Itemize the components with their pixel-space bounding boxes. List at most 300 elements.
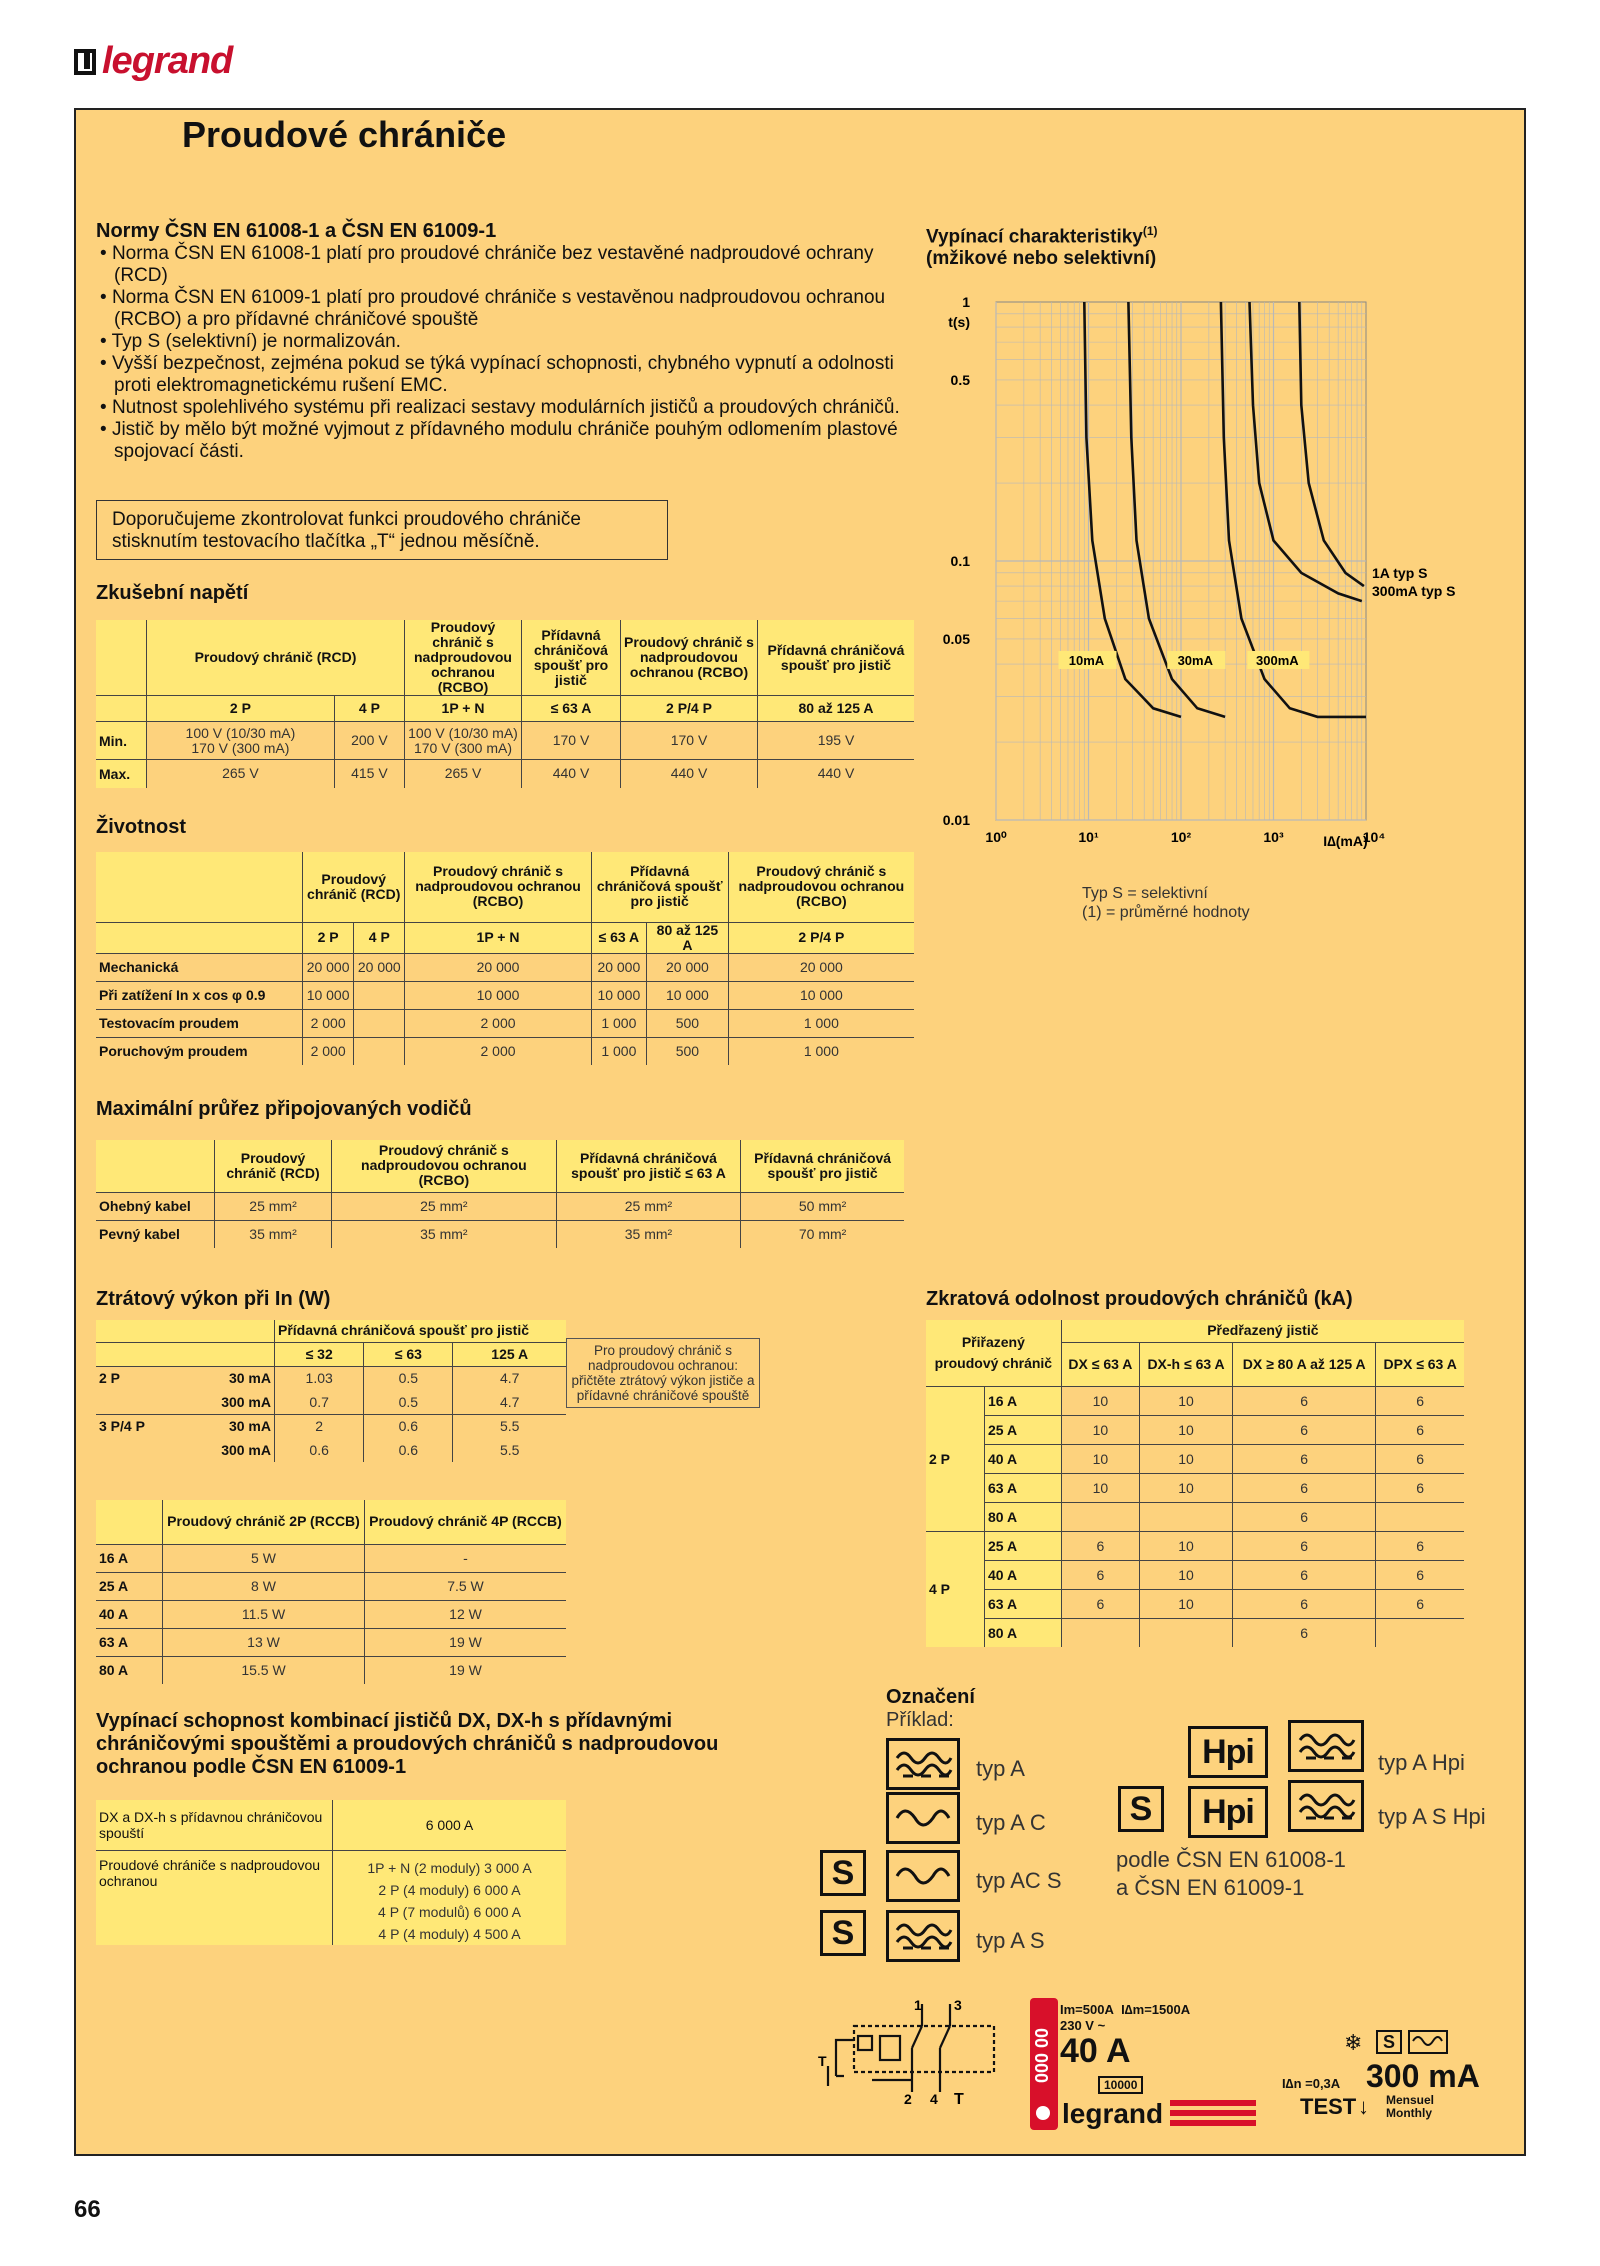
brand-name: legrand: [102, 40, 233, 82]
table-cell: 2 000: [303, 1009, 354, 1037]
tv-sub-empty: [96, 696, 147, 722]
table-cell: 0.6: [364, 1438, 453, 1462]
table-cell: 25 mm²: [556, 1192, 741, 1220]
wiring-diagram: [814, 1996, 984, 2113]
svg-text:1: 1: [914, 1997, 922, 2013]
table-cell: 1 000: [728, 1009, 914, 1037]
type-a-hpi-label: typ A Hpi: [1378, 1750, 1465, 1775]
table-cell: 440 V: [522, 760, 621, 788]
table-cell: 0.5: [364, 1390, 453, 1414]
type-ac-icon: [886, 1792, 960, 1844]
pole-label: 2 P: [96, 1366, 162, 1390]
table-cell: 11.5 W: [163, 1600, 365, 1628]
x-tick-label: 10¹: [1078, 829, 1099, 845]
table-row: [96, 1366, 566, 1390]
y-tick-label: 0.1: [950, 553, 970, 569]
sensitivity-label: 30 mA: [162, 1414, 275, 1438]
table-cell: [1376, 1502, 1464, 1531]
table-cell: 6: [1061, 1560, 1139, 1589]
type-a-s-label: typ A S: [976, 1928, 1045, 1953]
lt-col-rcbo2: Proudový chránič s nadproudovou ochranou (RCBO): [728, 852, 914, 922]
table-cell: 15.5 W: [163, 1656, 365, 1684]
row-label: Při zatížení In x cos φ 0.9: [96, 981, 303, 1009]
device-monthly: Mensuel Monthly: [1386, 2093, 1435, 2120]
table-cell: 20 000: [647, 953, 729, 981]
pl-sub-header: 125 A: [453, 1342, 566, 1366]
norms-bullet: • Jistič by mělo být možné vyjmout z přídavného modulu chrániče pouhým odlomením plastové spojovací části.: [96, 419, 906, 463]
row-label: Max.: [96, 760, 147, 788]
device-im: Im=500A I∆m=1500A: [1060, 2002, 1191, 2017]
table-cell: 100 V (10/30 mA) 170 V (300 mA): [147, 722, 335, 760]
lifetime-heading: Životnost: [96, 816, 186, 838]
hpi-icon: Hpi: [1188, 1786, 1268, 1838]
bc-value: 4 P (4 moduly) 4 500 A: [378, 1925, 521, 1942]
table-cell: 6: [1233, 1618, 1376, 1647]
row-label: 40 A: [985, 1444, 1062, 1473]
table-row: [926, 1415, 1464, 1444]
svg-text:T: T: [818, 2053, 827, 2069]
test-voltage-heading: Zkušební napětí: [96, 582, 249, 604]
table-cell: [1061, 1502, 1139, 1531]
table-row: [926, 1618, 1464, 1647]
chart-title: Vypínací charakteristiky$^{(1)}$ (mžikové nebo selektivní): [926, 224, 1158, 270]
device-test: TEST: [1300, 2094, 1357, 2119]
power-loss-note: Pro proudový chránič s nadproudovou ochranou: přičtěte ztrátový výkon jističe a přídavné chráničové spouště: [566, 1338, 760, 1408]
table-cell: [354, 981, 405, 1009]
row-label: 63 A: [985, 1589, 1062, 1618]
y-tick-label: 0.5: [950, 371, 970, 388]
trip-chart: [926, 280, 1456, 920]
y-axis-label: t(s): [948, 314, 970, 330]
tv-sub-header: 1P + N: [405, 696, 522, 722]
marking-example: Příklad:: [886, 1709, 954, 1731]
table-cell: 25 mm²: [215, 1192, 332, 1220]
device-code: 10000: [1098, 2076, 1143, 2094]
x-axis-label: I∆(mA): [1323, 833, 1368, 849]
tv-col-rcd: Proudový chránič (RCD): [147, 620, 405, 696]
table-row: [96, 722, 914, 760]
table-cell: 6: [1376, 1589, 1464, 1618]
down-arrow-icon: ↓: [1358, 2094, 1369, 2119]
pole-label: [96, 1390, 162, 1414]
norms-bullet: • Norma ČSN EN 61009-1 platí pro proudové chrániče s vestavěnou nadproudovou ochranou (RCBO) a pro přídavné chráničové spouště: [96, 287, 906, 331]
row-label: Pevný kabel: [96, 1220, 215, 1248]
y-tick-label: 0.05: [942, 630, 970, 647]
table-cell: 2 000: [405, 1037, 591, 1065]
selective-s-icon: S: [1376, 2030, 1402, 2054]
lt-sub-header: 2 P/4 P: [728, 922, 914, 953]
selective-s-icon: S: [1118, 1786, 1164, 1832]
cross-section-heading: Maximální průřez připojovaných vodičů: [96, 1098, 472, 1120]
table-cell: 20 000: [354, 953, 405, 981]
table-cell: 10: [1140, 1560, 1233, 1589]
table-row: [96, 1656, 566, 1684]
table-cell: 10 000: [591, 981, 646, 1009]
type-a-icon: [886, 1738, 960, 1790]
table-cell: 10 000: [728, 981, 914, 1009]
table-row: [96, 1037, 914, 1065]
snowflake-icon: ❄: [1344, 2030, 1363, 2055]
x-tick-label: 10²: [1170, 829, 1192, 845]
table-cell: 2 000: [405, 1009, 591, 1037]
row-label: 25 A: [985, 1415, 1062, 1444]
type-a-label: typ A: [976, 1756, 1025, 1781]
sc-group: Předřazený jistič: [1061, 1320, 1464, 1342]
pl-sub-header: ≤ 32: [275, 1342, 364, 1366]
table-cell: -: [365, 1544, 567, 1572]
sensitivity-label: 300 mA: [221, 1393, 271, 1410]
tv-col-add2: Přídavná chráničová spoušť pro jistič: [758, 620, 915, 696]
table-row: [96, 1438, 566, 1462]
selective-s-icon: S: [820, 1910, 866, 1956]
table-cell: 70 mm²: [741, 1220, 904, 1248]
svg-text:T: T: [954, 2091, 964, 2108]
table-cell: 195 V: [758, 722, 915, 760]
table-cell: 415 V: [334, 760, 404, 788]
bc-row1-label: DX a DX-h s přídavnou chráničovou spouští: [99, 1808, 323, 1841]
table-cell: 500: [647, 1009, 729, 1037]
table-row: [926, 1386, 1464, 1415]
table-cell: 50 mm²: [741, 1192, 904, 1220]
lt-col-add: Přídavná chráničová spoušť pro jistič: [591, 852, 728, 922]
svg-text:4: 4: [930, 2091, 938, 2107]
table-cell: 5.5: [453, 1438, 566, 1462]
table-cell: 440 V: [758, 760, 915, 788]
short-circuit-table: [926, 1320, 1464, 1647]
page-number: 66: [74, 2196, 101, 2223]
breaking-table: [96, 1800, 566, 1945]
row-label: 25 A: [985, 1531, 1062, 1560]
table-cell: 20 000: [728, 953, 914, 981]
table-cell: 1.03: [275, 1366, 364, 1390]
bc-value: 4 P (7 modulů) 6 000 A: [378, 1903, 521, 1920]
cs-col-header: Proudový chránič s nadproudovou ochranou (RCBO): [332, 1140, 557, 1192]
table-cell: 19 W: [365, 1628, 567, 1656]
table-row: [96, 1628, 566, 1656]
series-label: 1A typ S: [1372, 565, 1428, 582]
table-row: [96, 1220, 904, 1248]
x-tick-label: 10³: [1263, 829, 1284, 845]
table-cell: 0.7: [275, 1390, 364, 1414]
norms-bullets: [96, 243, 906, 463]
table-cell: 20 000: [303, 953, 354, 981]
type-ac-label: typ A C: [976, 1810, 1046, 1835]
table-cell: 6: [1376, 1473, 1464, 1502]
norms-bullet: • Nutnost spolehlivého systému při realizaci sestavy modulárních jističů a proudových chráničů.: [96, 397, 906, 419]
type-ac-s-label: typ AC S: [976, 1868, 1062, 1893]
hpi-icon: Hpi: [1188, 1726, 1268, 1778]
table-cell: 10 000: [303, 981, 354, 1009]
row-label: 25 A: [96, 1572, 163, 1600]
bc-row2-label: Proudové chrániče s nadproudovou ochranou: [96, 1850, 333, 1945]
bc-row1-value: 6 000 A: [333, 1800, 567, 1850]
row-label: 63 A: [985, 1473, 1062, 1502]
lt-sub-header: ≤ 63 A: [591, 922, 646, 953]
norms-section: [96, 220, 906, 463]
table-row: [926, 1589, 1464, 1618]
table-cell: 25 mm²: [332, 1192, 557, 1220]
power-loss-heading: Ztrátový výkon při In (W): [96, 1288, 331, 1310]
pl-sub-header: ≤ 63: [364, 1342, 453, 1366]
table-row: [96, 1009, 914, 1037]
device-ref: 000 00: [1032, 2027, 1052, 2083]
device-sensitivity: 300 mA: [1366, 2058, 1480, 2094]
lt-sub-header: 80 až 125 A: [647, 922, 729, 953]
table-cell: 6: [1061, 1589, 1139, 1618]
norms-bullet: • Typ S (selektivní) je normalizován.: [96, 331, 906, 353]
pl-group: Přídavná chráničová spoušť pro jistič: [275, 1320, 567, 1342]
table-cell: 500: [647, 1037, 729, 1065]
table-cell: 20 000: [591, 953, 646, 981]
series-label: 300mA typ S: [1372, 583, 1456, 600]
table-cell: 10: [1140, 1415, 1233, 1444]
svg-text:3: 3: [954, 1997, 962, 2013]
table-cell: 5.5: [453, 1414, 566, 1438]
lt-col-rcd: Proudový chránič (RCD): [303, 852, 405, 922]
x-tick-label: 10⁰: [985, 829, 1007, 845]
marking-standards: podle ČSN EN 61008-1 a ČSN EN 61009-1: [1116, 1847, 1346, 1900]
test-note: Doporučujeme zkontrolovat funkci proudového chrániče stisknutím testovacího tlačítka „T“ jednou měsíčně.: [96, 500, 668, 560]
table-cell: 6: [1376, 1386, 1464, 1415]
table-cell: 10: [1140, 1473, 1233, 1502]
rccb-col-header: Proudový chránič 4P (RCCB): [365, 1500, 567, 1544]
row-label: 63 A: [96, 1628, 163, 1656]
device-stripes: [1170, 2100, 1256, 2106]
cs-col-header: Proudový chránič (RCD): [215, 1140, 332, 1192]
table-cell: [1376, 1618, 1464, 1647]
table-cell: 2 000: [303, 1037, 354, 1065]
tv-col-rcbo: Proudový chránič s nadproudovou ochranou (RCBO): [405, 620, 522, 696]
table-cell: 6: [1233, 1531, 1376, 1560]
device-dot-icon: [1036, 2106, 1050, 2120]
tv-col-rcbo2: Proudový chránič s nadproudovou ochranou (RCBO): [621, 620, 758, 696]
test-voltage-table: [96, 620, 914, 788]
lt-sub-header: 4 P: [354, 922, 405, 953]
table-cell: [1140, 1618, 1233, 1647]
table-row: [96, 953, 914, 981]
rccb-table: [96, 1500, 566, 1684]
device-voltage: 230 V ~: [1060, 2018, 1106, 2033]
type-ac-s-icon: [886, 1850, 960, 1902]
table-cell: 265 V: [405, 760, 522, 788]
table-cell: 1 000: [591, 1009, 646, 1037]
type-a-s-hpi-icon: [1288, 1780, 1364, 1832]
bc-row2-values: [333, 1850, 567, 1945]
table-cell: 6: [1376, 1444, 1464, 1473]
table-cell: 1 000: [728, 1037, 914, 1065]
cs-col-header: Přídavná chráničová spoušť pro jistič: [741, 1140, 904, 1192]
table-cell: 6: [1233, 1415, 1376, 1444]
device-brand: legrand: [1062, 2098, 1164, 2129]
table-cell: 0.5: [364, 1366, 453, 1390]
row-label: Min.: [96, 722, 147, 760]
table-row: [926, 1531, 1464, 1560]
lifetime-table: [96, 852, 914, 1065]
row-label: Mechanická: [96, 953, 303, 981]
lt-col-rcbo: Proudový chránič s nadproudovou ochranou (RCBO): [405, 852, 591, 922]
sc-col-header: DX ≥ 80 A až 125 A: [1233, 1342, 1376, 1386]
tv-col-add: Přídavná chráničová spoušť pro jistič: [522, 620, 621, 696]
table-row: [96, 1390, 566, 1414]
norms-heading: Normy ČSN EN 61008-1 a ČSN EN 61009-1: [96, 220, 497, 242]
table-cell: 19 W: [365, 1656, 567, 1684]
page-title: Proudové chrániče: [182, 114, 507, 155]
pole-label: [96, 1438, 162, 1462]
sensitivity-label: 300 mA: [221, 1442, 271, 1458]
table-cell: 10: [1061, 1386, 1139, 1415]
table-row: [96, 1192, 904, 1220]
table-cell: 10: [1140, 1531, 1233, 1560]
type-a-s-hpi-label: typ A S Hpi: [1378, 1804, 1486, 1829]
sc-col-header: DX-h ≤ 63 A: [1140, 1342, 1233, 1386]
table-cell: 35 mm²: [556, 1220, 741, 1248]
footnote-s: Typ S = selektivní: [1082, 885, 1208, 902]
table-cell: 10: [1061, 1415, 1139, 1444]
svg-text:2: 2: [904, 2091, 912, 2107]
table-cell: 7.5 W: [365, 1572, 567, 1600]
row-label: 80 A: [985, 1618, 1062, 1647]
table-cell: 8 W: [163, 1572, 365, 1600]
table-cell: 10: [1140, 1386, 1233, 1415]
table-cell: 10 000: [405, 981, 591, 1009]
type-ac-icon: [1408, 2030, 1448, 2054]
table-row: [96, 981, 914, 1009]
brand-logo: [74, 40, 232, 83]
row-label: 40 A: [985, 1560, 1062, 1589]
table-row: [926, 1502, 1464, 1531]
row-label: 40 A: [96, 1600, 163, 1628]
table-cell: 6: [1376, 1531, 1464, 1560]
table-cell: 20 000: [405, 953, 591, 981]
logo-icon: [74, 49, 96, 75]
sc-corner: Přiřazený proudový chránič: [926, 1320, 1061, 1386]
table-cell: 6: [1233, 1560, 1376, 1589]
table-cell: 10 000: [647, 981, 729, 1009]
table-cell: 6: [1233, 1473, 1376, 1502]
table-cell: 35 mm²: [215, 1220, 332, 1248]
y-tick-label: 0.01: [942, 812, 970, 828]
lt-sub-header: 1P + N: [405, 922, 591, 953]
table-cell: 1 000: [591, 1037, 646, 1065]
norms-bullet: • Vyšší bezpečnost, zejména pokud se týká vypínací schopnosti, chybného vypnutí a odolnosti proti elektromagnetickému rušení EMC.: [96, 353, 906, 397]
table-cell: 35 mm²: [332, 1220, 557, 1248]
table-cell: 4.7: [453, 1390, 566, 1414]
x-tick-label: 10⁴: [1362, 829, 1386, 845]
lt-sub-empty: [96, 922, 303, 953]
cross-section-table: [96, 1140, 904, 1248]
table-cell: 2: [275, 1414, 364, 1438]
type-a-hpi-icon: [1288, 1720, 1364, 1772]
footnote-avg: (1) = průměrné hodnoty: [1082, 904, 1250, 921]
table-row: [96, 1572, 566, 1600]
marking-heading: Označení Příklad:: [886, 1686, 975, 1731]
table-row: [96, 760, 914, 788]
table-cell: 10: [1061, 1444, 1139, 1473]
sensitivity-label: 30 mA: [162, 1366, 275, 1390]
table-cell: [354, 1037, 405, 1065]
table-row: [926, 1560, 1464, 1589]
table-cell: 0.6: [364, 1414, 453, 1438]
power-loss-table: [96, 1320, 566, 1462]
tv-sub-header: 2 P: [147, 696, 335, 722]
table-cell: 13 W: [163, 1628, 365, 1656]
table-row: [96, 1600, 566, 1628]
pole-label: 4 P: [926, 1531, 985, 1647]
pole-label: 3 P/4 P: [96, 1414, 162, 1438]
rccb-col-header: Proudový chránič 2P (RCCB): [163, 1500, 365, 1544]
table-cell: 6: [1061, 1531, 1139, 1560]
table-cell: 100 V (10/30 mA) 170 V (300 mA): [405, 722, 522, 760]
tv-sub-header: ≤ 63 A: [522, 696, 621, 722]
bc-value: 2 P (4 moduly) 6 000 A: [378, 1881, 521, 1898]
pole-label: 2 P: [926, 1386, 985, 1531]
row-label: 80 A: [96, 1656, 163, 1684]
short-circuit-heading: Zkratová odolnost proudových chráničů (kA): [926, 1288, 1353, 1310]
bc-value: 1P + N (2 moduly) 3 000 A: [367, 1859, 532, 1876]
table-cell: 6: [1233, 1444, 1376, 1473]
table-cell: [1140, 1502, 1233, 1531]
device-idn: I∆n =0,3A: [1282, 2076, 1341, 2091]
chart-footnotes: [1082, 884, 1250, 922]
table-cell: 6: [1233, 1502, 1376, 1531]
table-cell: [354, 1009, 405, 1037]
sc-col-header: DPX ≤ 63 A: [1376, 1342, 1464, 1386]
table-row: [926, 1444, 1464, 1473]
series-label: 300mA: [1256, 652, 1299, 668]
selective-s-icon: S: [820, 1850, 866, 1896]
row-label: 16 A: [96, 1544, 163, 1572]
table-cell: 4.7: [453, 1366, 566, 1390]
norms-bullet: • Norma ČSN EN 61008-1 platí pro proudové chrániče bez vestavěné nadproudové ochrany (RCD): [96, 243, 906, 287]
row-label: 16 A: [985, 1386, 1062, 1415]
table-cell: 5 W: [163, 1544, 365, 1572]
table-cell: 10: [1140, 1444, 1233, 1473]
series-label: 30mA: [1177, 652, 1213, 668]
table-cell: 440 V: [621, 760, 758, 788]
sc-col-header: DX ≤ 63 A: [1061, 1342, 1139, 1386]
table-cell: 6: [1233, 1589, 1376, 1618]
table-cell: 12 W: [365, 1600, 567, 1628]
table-row: [96, 1544, 566, 1572]
row-label: 80 A: [985, 1502, 1062, 1531]
lt-sub-header: 2 P: [303, 922, 354, 953]
tv-sub-header: 80 až 125 A: [758, 696, 915, 722]
type-a-s-icon: [886, 1910, 960, 1962]
table-cell: 10: [1140, 1589, 1233, 1618]
table-cell: 0.6: [275, 1438, 364, 1462]
table-cell: 170 V: [621, 722, 758, 760]
cs-col-header: Přídavná chráničová spoušť pro jistič ≤ 63 A: [556, 1140, 741, 1192]
breaking-heading: Vypínací schopnost kombinací jističů DX, DX-h s přídavnými chráničovými spouštěmi a proudových chráničů s nadproudovou ochranou podle ČSN EN 61009-1: [96, 1710, 719, 1778]
table-cell: [1061, 1618, 1139, 1647]
table-cell: 6: [1376, 1415, 1464, 1444]
tv-sub-header: 4 P: [334, 696, 404, 722]
series-label: 10mA: [1068, 652, 1105, 668]
table-cell: 265 V: [147, 760, 335, 788]
table-row: [96, 1414, 566, 1438]
tv-sub-header: 2 P/4 P: [621, 696, 758, 722]
y-tick-label: 1: [962, 294, 970, 310]
table-cell: 10: [1061, 1473, 1139, 1502]
table-row: [926, 1473, 1464, 1502]
table-cell: 6: [1233, 1386, 1376, 1415]
row-label: Testovacím proudem: [96, 1009, 303, 1037]
device-rating: 40 A: [1060, 2032, 1131, 2070]
row-label: Ohebný kabel: [96, 1192, 215, 1220]
row-label: Poruchovým proudem: [96, 1037, 303, 1065]
table-cell: 200 V: [334, 722, 404, 760]
table-cell: 170 V: [522, 722, 621, 760]
